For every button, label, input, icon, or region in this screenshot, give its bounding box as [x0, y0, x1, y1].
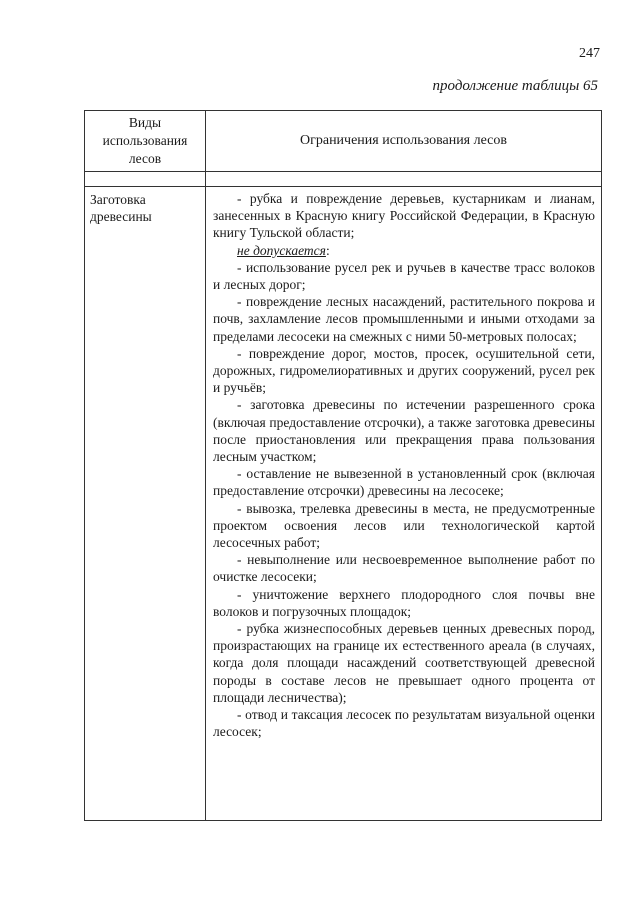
restriction-item: - рубка и повреждение деревьев, кустарникам и лианам, занесенных в Красную книгу Российской Федерации, в Красную книгу Тульской области; [213, 191, 595, 241]
restriction-item: - оставление не вывезенной в установленный срок (включая предоставление отсрочки) древесины на лесосеке; [213, 466, 595, 499]
page-number: 247 [579, 46, 600, 61]
prohibited-colon: : [325, 242, 330, 258]
restriction-item: - повреждение лесных насаждений, растительного покрова и почв, захламление лесов промышленными и иными отходами за пределами лесосеки на смежных с ними 50-метровых полосах; [213, 294, 595, 344]
restriction-item: - невыполнение или несвоевременное выполнение работ по очистке лесосеки; [213, 552, 595, 585]
spacer-cell [85, 172, 206, 187]
header-restrictions: Ограничения использования лесов [206, 111, 602, 172]
spacer-cell [206, 172, 602, 187]
restriction-item: - уничтожение верхнего плодородного слоя почвы вне волоков и погрузочных площадок; [213, 586, 595, 619]
prohibited-heading [213, 242, 595, 259]
restriction-item: - использование русел рек и ручьев в качестве трасс волоков и лесных дорог; [213, 259, 595, 293]
restriction-item: - вывозка, трелевка древесины в места, не предусмотренные проектом освоения лесов или технологической картой лесосечных работ; [213, 500, 595, 551]
header-forest-use-types: Виды использования лесов [85, 111, 206, 172]
restriction-item: - повреждение дорог, мостов, просек, осушительной сети, дорожных, гидромелиоративных и других сооружений, русел рек и ручьёв; [213, 345, 595, 396]
restrictions-cell [206, 187, 602, 821]
restriction-item: - заготовка древесины по истечении разрешенного срока (включая предоставление отсрочки), а также заготовка древесины после приостановления или прекращения права пользования лесным участком; [213, 397, 595, 465]
restriction-item: - отвод и таксация лесосек по результатам визуальной оценки лесосек; [213, 707, 595, 740]
forest-use-type-cell: Заготовка древесины [85, 187, 206, 821]
table-continuation-label: продолжение таблицы 65 [432, 78, 598, 94]
restriction-item: - рубка жизнеспособных деревьев ценных древесных пород, произрастающих на границе их естественного ареала (в случаях, когда доля площади насаждений соответствующей древесной породы в составе лесов не превышает одного процента от площади лесничества); [213, 621, 595, 705]
table-row [85, 187, 602, 821]
prohibited-label: не допускается [237, 242, 326, 258]
table-header-row [85, 111, 602, 172]
table-spacer-row [85, 172, 602, 187]
restrictions-table [84, 110, 602, 821]
